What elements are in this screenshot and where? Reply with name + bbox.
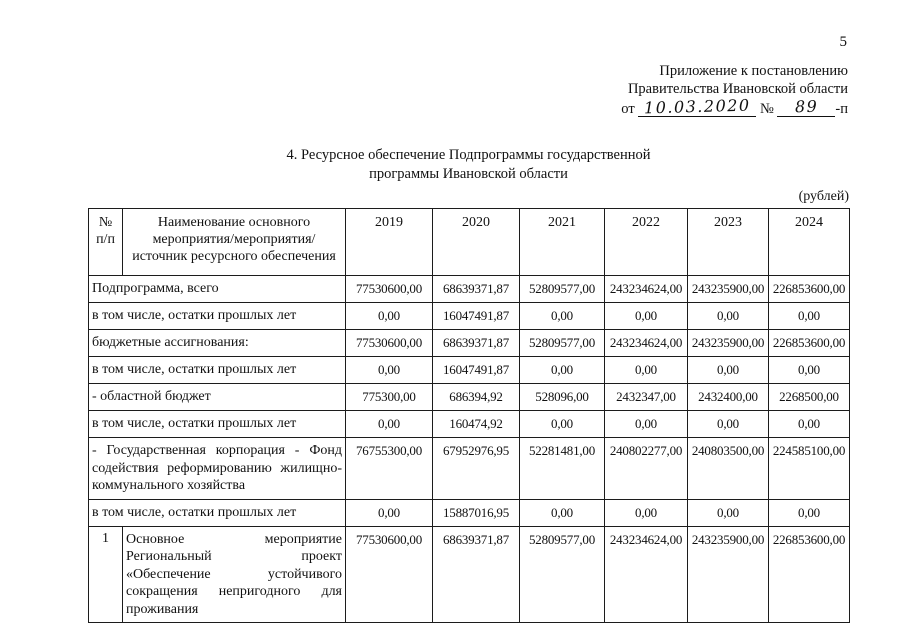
value-cell: 16047491,87: [433, 357, 520, 384]
value-cell: 52281481,00: [520, 438, 605, 500]
row-label-cell: в том числе, остатки прошлых лет: [89, 499, 346, 526]
value-cell: 2432400,00: [688, 384, 769, 411]
appendix-reference-block: [621, 62, 848, 118]
value-cell: 2432347,00: [605, 384, 688, 411]
handwritten-date: 10.03.2020: [643, 95, 751, 118]
value-cell: 224585100,00: [769, 438, 850, 500]
page-number: 5: [839, 34, 847, 50]
table-row: [89, 303, 850, 330]
budget-table: [88, 208, 850, 623]
value-cell: 240803500,00: [688, 438, 769, 500]
col-header-year-2022: 2022: [605, 209, 688, 276]
header-row: [89, 209, 850, 276]
value-cell: 226853600,00: [769, 276, 850, 303]
table-row: [89, 411, 850, 438]
row-label-cell: в том числе, остатки прошлых лет: [89, 303, 346, 330]
appendix-line-2: Правительства Ивановской области: [627, 81, 848, 97]
table-row: [89, 384, 850, 411]
handwritten-number: 89: [794, 96, 819, 117]
table-row: [89, 526, 850, 623]
value-cell: 52809577,00: [520, 526, 605, 623]
value-cell: 67952976,95: [433, 438, 520, 500]
value-cell: 243234624,00: [605, 330, 688, 357]
value-cell: 243234624,00: [605, 276, 688, 303]
col-header-num: № п/п: [89, 209, 123, 276]
value-cell: 0,00: [769, 499, 850, 526]
date-prefix: от: [621, 101, 635, 117]
value-cell: 0,00: [688, 411, 769, 438]
value-cell: 77530600,00: [346, 526, 433, 623]
col-header-year-2023: 2023: [688, 209, 769, 276]
col-header-year-2024: 2024: [769, 209, 850, 276]
value-cell: 240802277,00: [605, 438, 688, 500]
value-cell: 686394,92: [433, 384, 520, 411]
value-cell: 0,00: [605, 499, 688, 526]
value-cell: 0,00: [346, 411, 433, 438]
table-row: [89, 438, 850, 500]
value-cell: 775300,00: [346, 384, 433, 411]
row-number-cell: 1: [89, 526, 123, 623]
value-cell: 528096,00: [520, 384, 605, 411]
number-blank-line: [777, 96, 835, 117]
row-label-cell: в том числе, остатки прошлых лет: [89, 357, 346, 384]
value-cell: 226853600,00: [769, 330, 850, 357]
table-row: [89, 499, 850, 526]
value-cell: 160474,92: [433, 411, 520, 438]
row-label-cell: бюджетные ассигнования:: [89, 330, 346, 357]
date-blank-line: [638, 95, 756, 118]
value-cell: 0,00: [520, 411, 605, 438]
value-cell: 0,00: [688, 357, 769, 384]
col-header-name: Наименование основного мероприятия/мероприятия/источник ресурсного обеспечения: [123, 209, 346, 276]
col-header-year-2021: 2021: [520, 209, 605, 276]
value-cell: 0,00: [520, 499, 605, 526]
units-label: (рублей): [798, 189, 849, 204]
table-row: [89, 357, 850, 384]
value-cell: 68639371,87: [433, 526, 520, 623]
value-cell: 76755300,00: [346, 438, 433, 500]
value-cell: 243235900,00: [688, 276, 769, 303]
value-cell: 0,00: [605, 303, 688, 330]
budget-table-body: [89, 276, 850, 623]
value-cell: 0,00: [346, 303, 433, 330]
value-cell: 2268500,00: [769, 384, 850, 411]
value-cell: 68639371,87: [433, 330, 520, 357]
value-cell: 52809577,00: [520, 330, 605, 357]
value-cell: 0,00: [605, 411, 688, 438]
value-cell: 16047491,87: [433, 303, 520, 330]
value-cell: 77530600,00: [346, 276, 433, 303]
value-cell: 0,00: [769, 411, 850, 438]
budget-table-header: [89, 209, 850, 276]
value-cell: 0,00: [346, 357, 433, 384]
value-cell: 226853600,00: [769, 526, 850, 623]
value-cell: 243234624,00: [605, 526, 688, 623]
table-row: [89, 276, 850, 303]
appendix-suffix: -п: [835, 101, 848, 117]
appendix-dateline: [621, 95, 848, 118]
value-cell: 52809577,00: [520, 276, 605, 303]
value-cell: 0,00: [605, 357, 688, 384]
row-label-cell: - Государственная корпорация - Фонд содействия реформированию жилищно-коммунального хозяйства: [89, 438, 346, 500]
row-label-cell: в том числе, остатки прошлых лет: [89, 411, 346, 438]
value-cell: 243235900,00: [688, 330, 769, 357]
row-label-cell: - областной бюджет: [89, 384, 346, 411]
value-cell: 77530600,00: [346, 330, 433, 357]
row-label-cell: Основное мероприятие Региональный проект «Обеспечение устойчивого сокращения непригодного для проживания: [123, 526, 346, 623]
value-cell: 0,00: [520, 357, 605, 384]
title-line-1: 4. Ресурсное обеспечение Подпрограммы государственной: [286, 147, 651, 163]
value-cell: 0,00: [520, 303, 605, 330]
value-cell: 0,00: [769, 303, 850, 330]
document-title: [88, 146, 849, 184]
value-cell: 0,00: [688, 303, 769, 330]
title-line-2: программы Ивановской области: [369, 166, 568, 182]
value-cell: 68639371,87: [433, 276, 520, 303]
table-row: [89, 330, 850, 357]
number-sign: №: [759, 101, 774, 117]
value-cell: 15887016,95: [433, 499, 520, 526]
col-header-year-2019: 2019: [346, 209, 433, 276]
col-header-year-2020: 2020: [433, 209, 520, 276]
value-cell: 0,00: [688, 499, 769, 526]
row-label-cell: Подпрограмма, всего: [89, 276, 346, 303]
appendix-line-1: Приложение к постановлению: [659, 63, 848, 79]
value-cell: 0,00: [769, 357, 850, 384]
value-cell: 0,00: [346, 499, 433, 526]
value-cell: 243235900,00: [688, 526, 769, 623]
